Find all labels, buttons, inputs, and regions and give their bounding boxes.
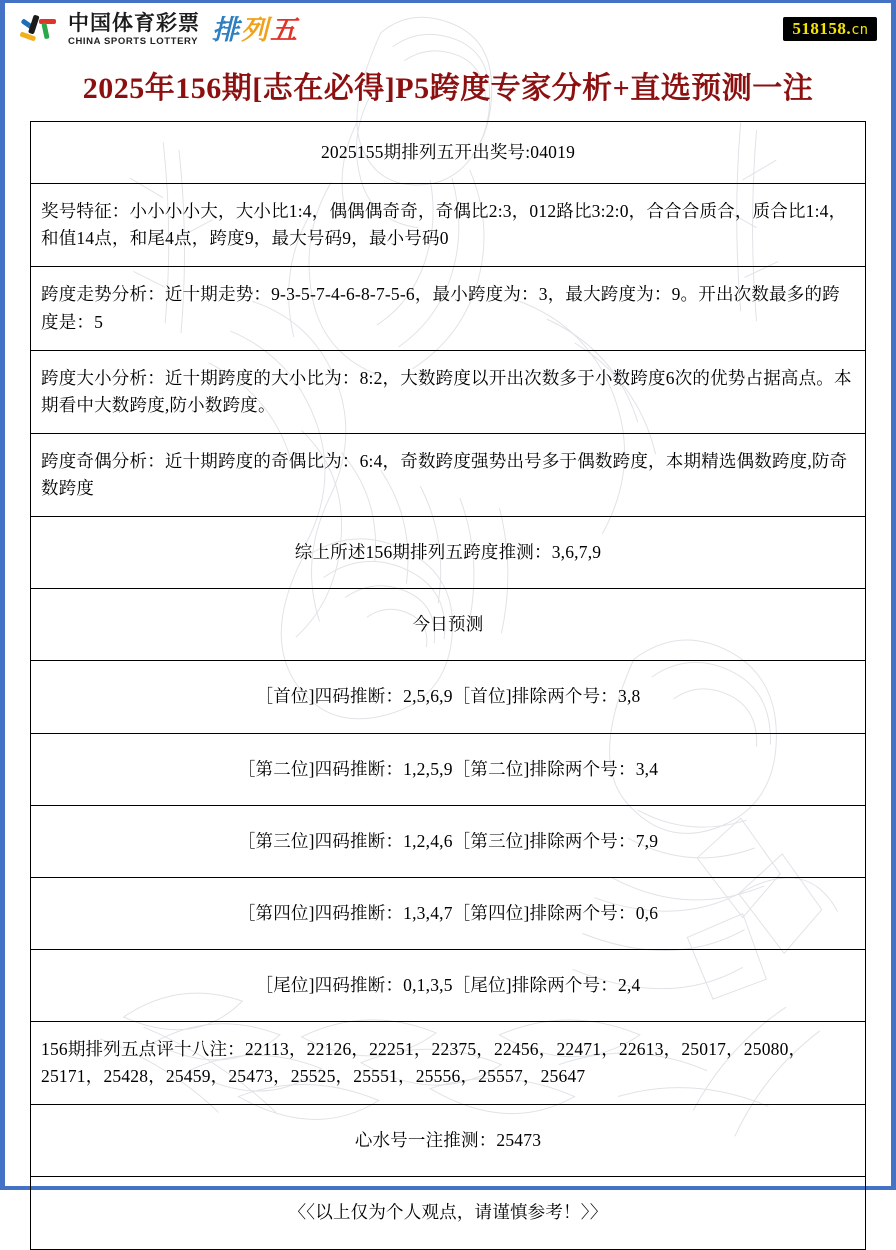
sports-lottery-mark-icon [19, 11, 61, 49]
site-domain-tld: cn [851, 22, 868, 38]
brand-text [68, 13, 200, 47]
table-row [31, 1177, 866, 1249]
table-row [31, 267, 866, 350]
brand-name-cn: 中国体育彩票 [68, 12, 200, 36]
position-4-cell: ［第四位]四码推断：1,3,4,7［第四位]排除两个号：0,6 [31, 877, 866, 949]
table-row [31, 733, 866, 805]
page-title: 2025年156期[志在必得]P5跨度专家分析+直选预测一注 [82, 72, 814, 105]
position-3-cell: ［第三位]四码推断：1,2,4,6［第三位]排除两个号：7,9 [31, 805, 866, 877]
brand-logo[interactable] [19, 11, 881, 49]
eighteen-bets-cell: 156期排列五点评十八注：22113，22126，22251，22375，22456，22471，22613，25017，25080，25171，25428，25459，25473，25525，25551，25556，25557，25647 [31, 1022, 866, 1105]
site-header [5, 3, 891, 61]
table-row [31, 122, 866, 184]
span-trend-cell: 跨度走势分析：近十期走势：9-3-5-7-4-6-8-7-5-6，最小跨度为：3，最大跨度为：9。开出次数最多的跨度是：5 [31, 267, 866, 350]
game-name-char-1: 排 [212, 14, 239, 45]
draw-result-cell: 2025155期排列五开出奖号:04019 [31, 122, 866, 184]
table-row [31, 350, 866, 433]
table-row [31, 433, 866, 516]
game-name-pailie5 [211, 14, 298, 45]
table-row [31, 184, 866, 267]
game-name-char-3: 五 [270, 14, 297, 45]
site-domain-badge[interactable] [783, 17, 877, 41]
game-name-char-2: 列 [241, 14, 268, 45]
table-row [31, 661, 866, 733]
position-2-cell: ［第二位]四码推断：1,2,5,9［第二位]排除两个号：3,4 [31, 733, 866, 805]
table-row [31, 877, 866, 949]
position-5-cell: ［尾位]四码推断：0,1,3,5［尾位]排除两个号：2,4 [31, 949, 866, 1021]
table-row [31, 589, 866, 661]
number-feature-cell: 奖号特征：小小小小大，大小比1:4，偶偶偶奇奇，奇偶比2:3，012路比3:2:0，合合合质合，质合比1:4，和值14点，和尾4点，跨度9，最大号码9，最小号码0 [31, 184, 866, 267]
table-row [31, 1105, 866, 1177]
site-domain-number: 518158. [792, 19, 852, 38]
span-summary-cell: 综上所述156期排列五跨度推测：3,6,7,9 [31, 517, 866, 589]
table-row [31, 517, 866, 589]
core-pick-cell: 心水号一注推测：25473 [31, 1105, 866, 1177]
span-oddeven-analysis-cell: 跨度奇偶分析：近十期跨度的奇偶比为：6:4，奇数跨度强势出号多于偶数跨度，本期精选偶数跨度,防奇 数跨度 [31, 433, 866, 516]
today-forecast-header-cell: 今日预测 [31, 589, 866, 661]
table-row [31, 805, 866, 877]
position-1-cell: ［首位]四码推断：2,5,6,9［首位]排除两个号：3,8 [31, 661, 866, 733]
analysis-table [30, 121, 866, 1250]
table-row [31, 949, 866, 1021]
span-size-analysis-cell: 跨度大小分析：近十期跨度的大小比为：8:2，大数跨度以开出次数多于小数跨度6次的优势占据高点。本期看中大数跨度,防小数跨度。 [31, 350, 866, 433]
brand-name-en: CHINA SPORTS LOTTERY [68, 36, 199, 48]
disclaimer-cell: 〈〈以上仅为个人观点，请谨慎参考！〉〉 [31, 1177, 866, 1249]
table-row [31, 1022, 866, 1105]
